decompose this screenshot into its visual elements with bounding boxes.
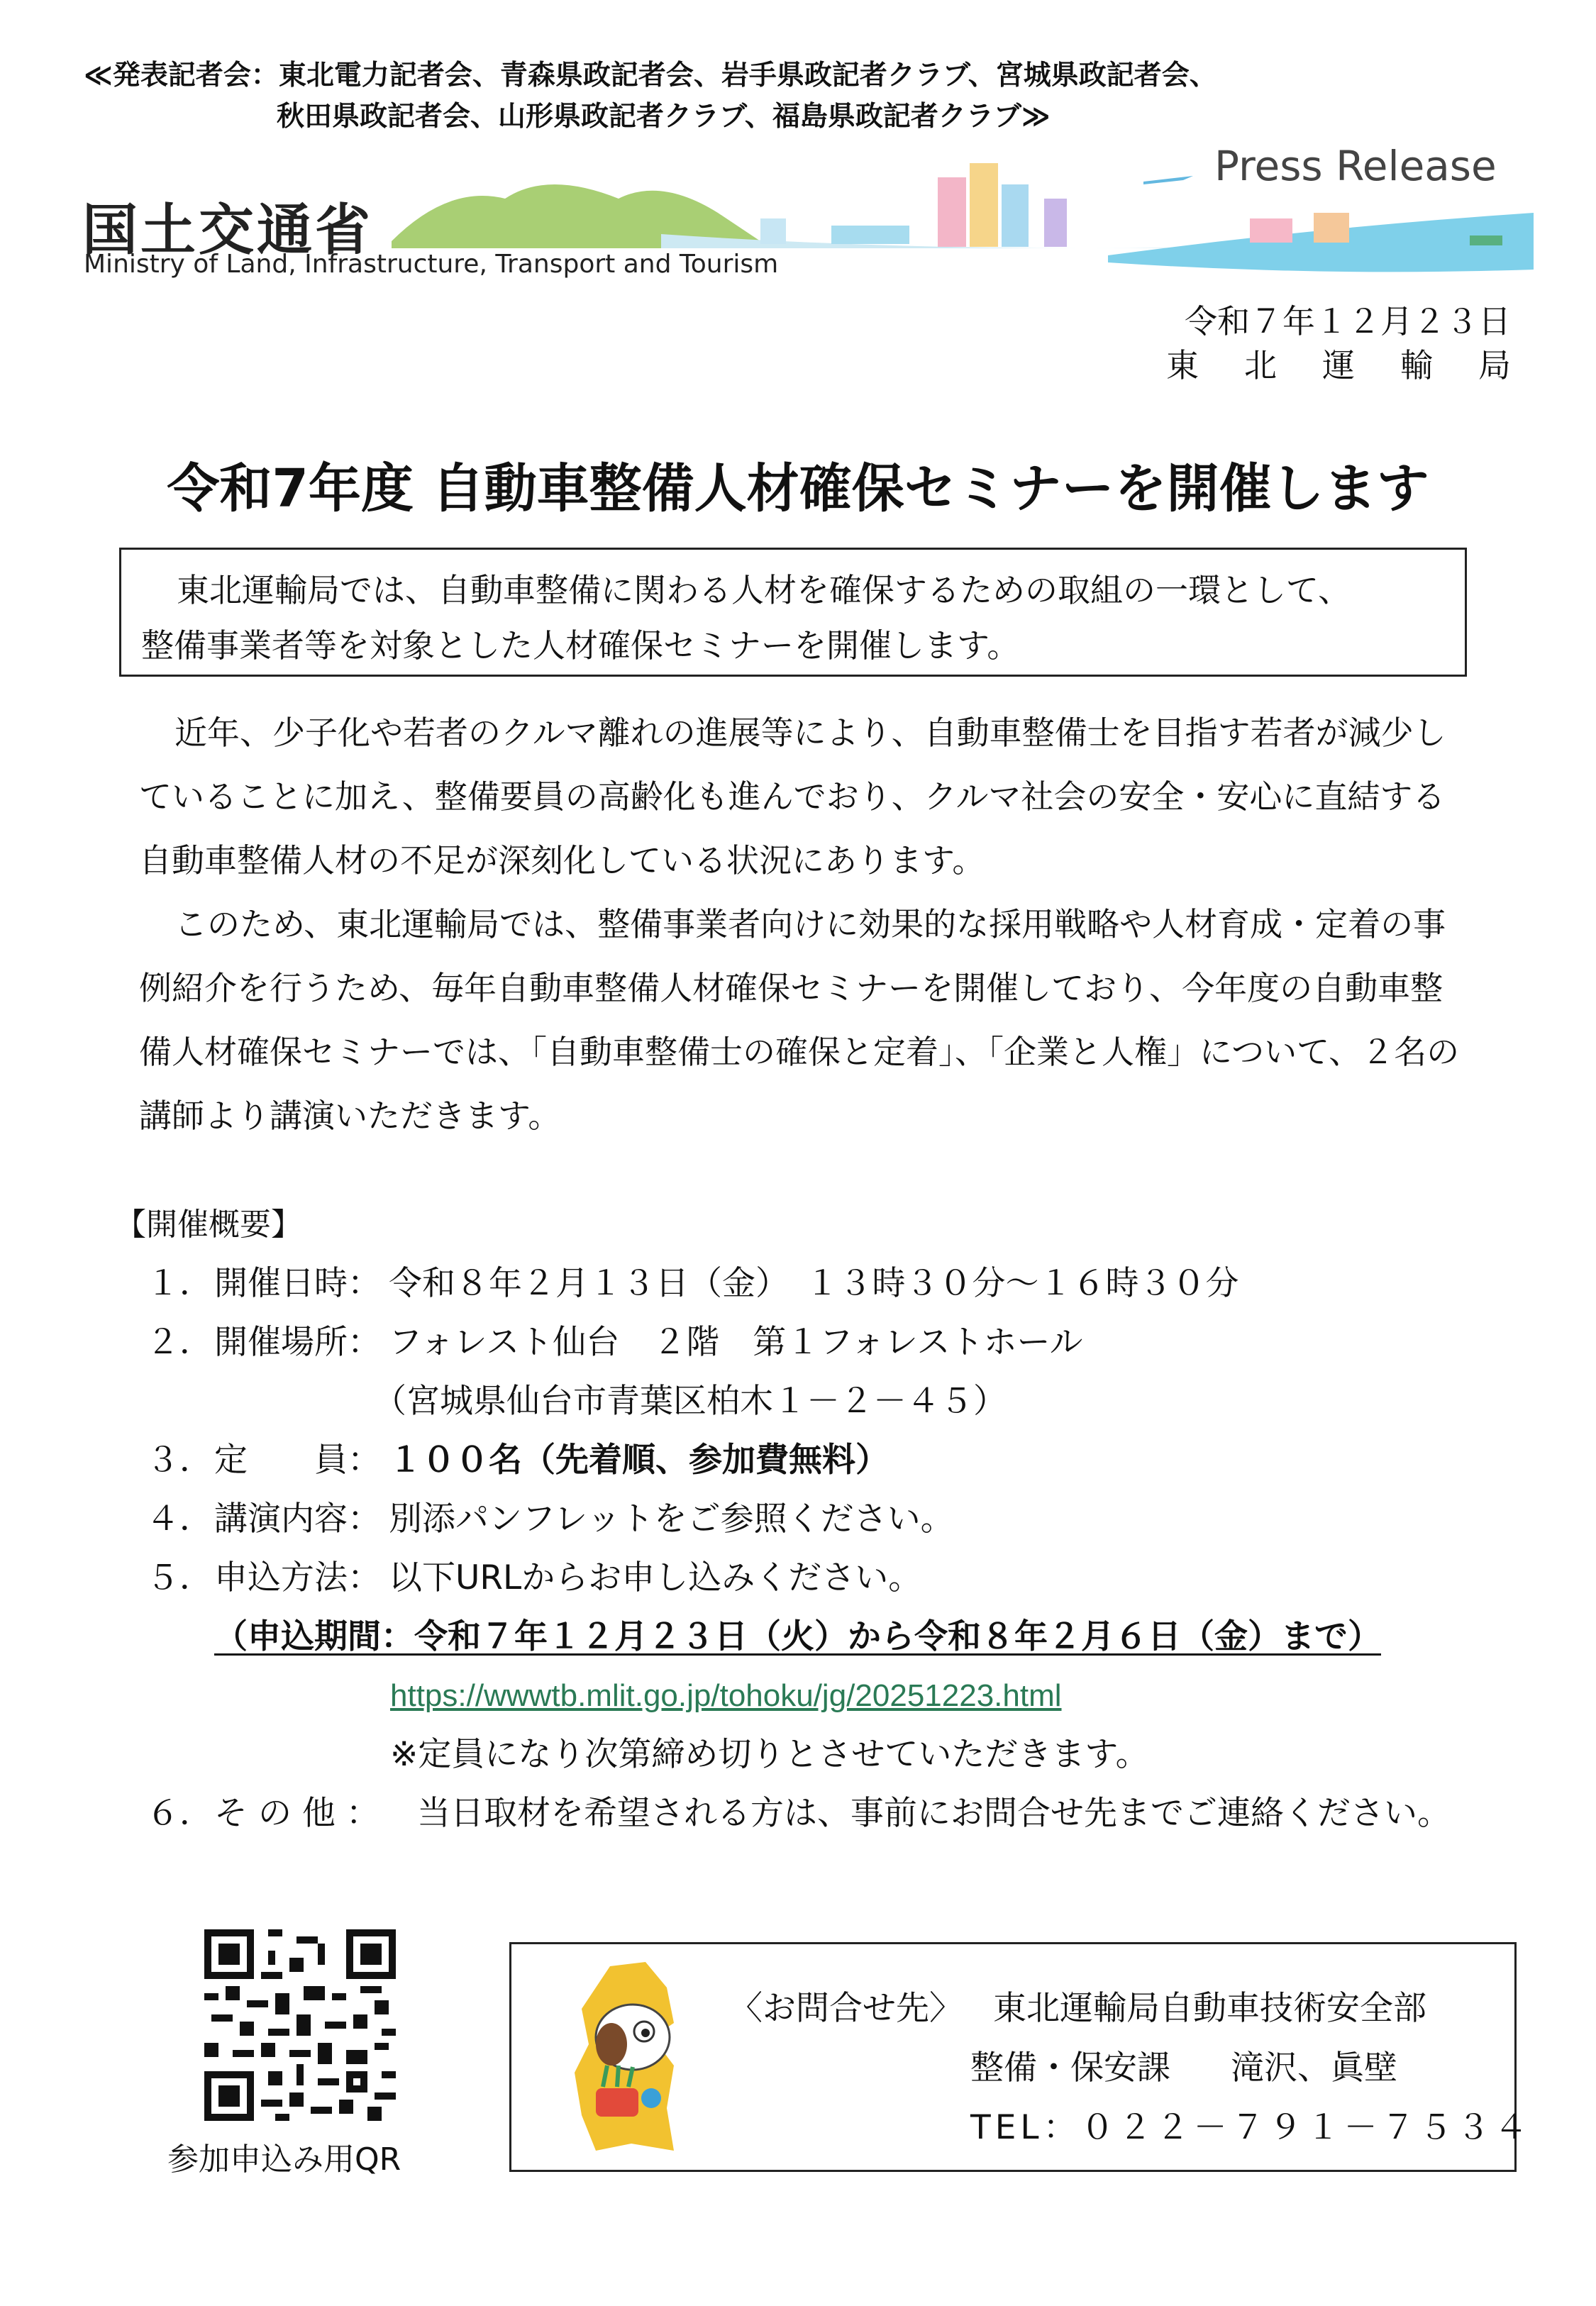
item-number: １． bbox=[146, 1264, 213, 1303]
item-label: 定 員： bbox=[214, 1441, 381, 1480]
item-value: 別添パンフレットをご参照ください。 bbox=[389, 1500, 954, 1539]
item-number: ４． bbox=[146, 1500, 213, 1539]
page-title: 令和7年度 自動車整備人材確保セミナーを開催します bbox=[167, 458, 1429, 519]
application-url-link[interactable]: https://wwwtb.mlit.go.jp/tohoku/jg/20251223.html bbox=[390, 1678, 1062, 1713]
item-number: ３． bbox=[146, 1441, 213, 1480]
application-qr-code[interactable] bbox=[204, 1929, 396, 2121]
outline-list bbox=[146, 1254, 1451, 1843]
press-clubs bbox=[84, 55, 1217, 138]
ministry-name-en: Ministry of Land, Infrastructure, Transport and Tourism bbox=[84, 250, 779, 279]
ministry-name-jp: 国土交通省 bbox=[82, 199, 374, 262]
press-clubs-line2: 秋田県政記者会、山形県政記者クラブ、福島県政記者クラブ≫ bbox=[277, 101, 1051, 133]
contact-heading: 〈お問合せ先〉 bbox=[729, 1989, 963, 2028]
press-release-label: Press Release bbox=[1214, 142, 1497, 190]
contact-department: 東北運輸局自動車技術安全部 bbox=[992, 1989, 1426, 2028]
contact-line1 bbox=[729, 1979, 1532, 2039]
application-period: （申込期間：令和７年１２月２３日（火）から令和８年２月６日（金）まで） bbox=[214, 1617, 1381, 1656]
contact-tel: TEL：０２２－７９１－７５３４ bbox=[970, 2108, 1532, 2147]
outline-heading: 【開催概要】 bbox=[115, 1207, 302, 1243]
outline-item-application bbox=[146, 1548, 1451, 1607]
contact-details bbox=[729, 1979, 1532, 2158]
outline-item-content bbox=[146, 1490, 1451, 1548]
mascot-illustration bbox=[567, 1959, 681, 2156]
venue-address: （宮城県仙台市青葉区柏木１－２－４５） bbox=[373, 1382, 1007, 1421]
item-label: 開催日時： bbox=[214, 1264, 381, 1303]
item-label: 開催場所： bbox=[214, 1323, 381, 1362]
item-value: 以下URLからお申し込みください。 bbox=[389, 1558, 922, 1597]
item-number: ２． bbox=[146, 1323, 213, 1362]
contact-section: 整備・保安課 bbox=[970, 2049, 1170, 2088]
press-clubs-line1: ≪発表記者会：東北電力記者会、青森県政記者会、岩手県政記者クラブ、宮城県政記者会、 bbox=[84, 60, 1217, 92]
item-label: 申込方法： bbox=[214, 1558, 381, 1597]
item-value: フォレスト仙台 ２階 第１フォレストホール bbox=[389, 1323, 1083, 1362]
summary-line1: 東北運輸局では、自動車整備に関わる人材を確保するための取組の一環として、 bbox=[177, 571, 1351, 609]
outline-item-date bbox=[146, 1254, 1451, 1313]
date-block bbox=[1166, 299, 1556, 387]
body-paragraph-1: 近年、少子化や若者のクルマ離れの進展等により、自動車整備士を目指す若者が減少していることに加え、整備要員の高齢化も進んでおり、クルマ社会の安全・安心に直結する自動車整備人材の不足が深刻化している状況にあります。 bbox=[139, 714, 1446, 880]
outline-item-venue bbox=[146, 1313, 1451, 1372]
summary-box bbox=[119, 548, 1467, 677]
issuer: 東北運輸局 bbox=[1166, 346, 1556, 384]
summary-line2: 整備事業者等を対象とした人材確保セミナーを開催します。 bbox=[141, 626, 1020, 665]
release-date: 令和７年１２月２３日 bbox=[1185, 302, 1511, 340]
contact-persons: 滝沢、眞壁 bbox=[1230, 2049, 1397, 2088]
item-label: 講演内容： bbox=[214, 1500, 381, 1539]
item-value: １００名（先着順、参加費無料） bbox=[389, 1441, 889, 1480]
item-label: そ の 他 ： bbox=[214, 1794, 379, 1833]
item-value: 当日取材を希望される方は、事前にお問合せ先までご連絡ください。 bbox=[417, 1794, 1451, 1833]
body-text bbox=[139, 701, 1473, 1148]
outline-item-capacity bbox=[146, 1431, 1451, 1490]
capacity-note: ※定員になり次第締め切りとさせていただきます。 bbox=[390, 1735, 1149, 1774]
item-number: ５． bbox=[146, 1558, 213, 1597]
contact-line2 bbox=[729, 2039, 1532, 2098]
item-value: 令和８年２月１３日（金） １３時３０分～１６時３０分 bbox=[389, 1264, 1239, 1303]
qr-label: 参加申込み用QR bbox=[167, 2141, 401, 2178]
outline-item-other bbox=[146, 1784, 1451, 1843]
body-paragraph-2: このため、東北運輸局では、整備事業者向けに効果的な採用戦略や人材育成・定着の事例紹介を行うため、毎年自動車整備人材確保セミナーを開催しており、今年度の自動車整備人材確保セミナーでは、「自動車整備士の確保と定着」、「企業と人権」について、２名の講師より講演いただきます。 bbox=[139, 905, 1460, 1135]
item-number: ６． bbox=[146, 1794, 213, 1833]
